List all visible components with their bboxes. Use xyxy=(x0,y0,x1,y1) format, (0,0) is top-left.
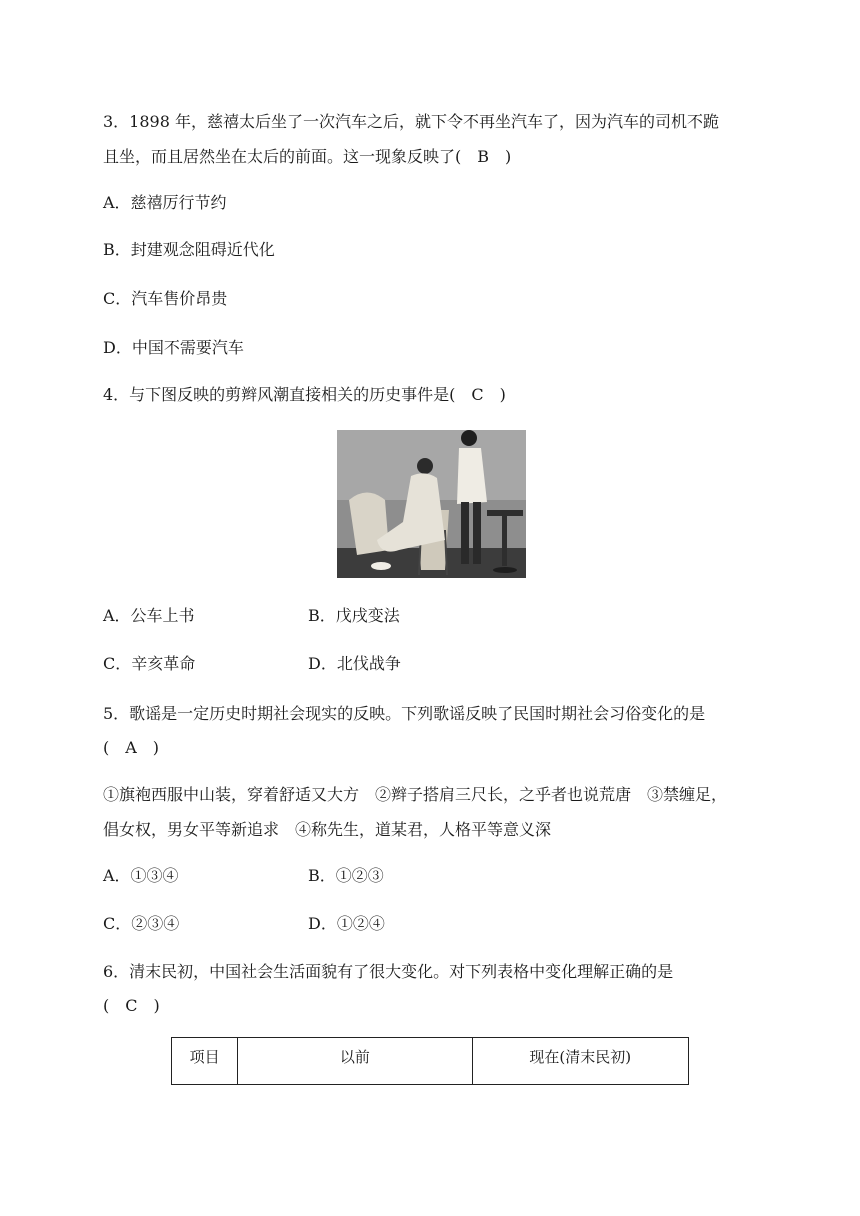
q3-option-c[interactable]: C．汽车售价昂贵 xyxy=(103,289,228,308)
q5-verse-line1: ①旗袍西服中山装，穿着舒适又大方 ②辫子搭肩三尺长，之乎者也说荒唐 ③禁缠足， xyxy=(103,785,728,804)
q6-stem-line1: 6．清末民初，中国社会生活面貌有了很大变化。对下列表格中变化理解正确的是 xyxy=(103,962,674,981)
q5-verse-line2: 倡女权，男女平等新追求 ④称先生，道某君，人格平等意义深 xyxy=(103,820,552,839)
q3-option-b[interactable]: B．封建观念阻碍近代化 xyxy=(103,240,275,259)
q4-stem: 4．与下图反映的剪辫风潮直接相关的历史事件是( C ) xyxy=(103,385,506,404)
header-now: 现在(清末民初) xyxy=(472,1038,688,1085)
q6-stem-line2: ( C ) xyxy=(103,996,160,1015)
q5-stem-line2: ( A ) xyxy=(103,738,160,757)
q3-stem-line2: 且坐，而且居然坐在太后的前面。这一现象反映了( B ) xyxy=(103,147,512,166)
q5-option-a[interactable]: A．①③④ xyxy=(103,866,179,885)
q4-option-a[interactable]: A．公车上书 xyxy=(103,606,195,625)
q3-option-d[interactable]: D．中国不需要汽车 xyxy=(103,338,244,357)
q3-option-a[interactable]: A．慈禧厉行节约 xyxy=(103,193,227,212)
q4-option-b[interactable]: B．戊戌变法 xyxy=(308,606,400,625)
historical-photo xyxy=(337,430,526,578)
q4-option-d[interactable]: D．北伐战争 xyxy=(308,654,401,673)
q5-option-c[interactable]: C．②③④ xyxy=(103,914,180,933)
q5-option-b[interactable]: B．①②③ xyxy=(308,866,384,885)
q5-option-d[interactable]: D．①②④ xyxy=(308,914,385,933)
header-before: 以前 xyxy=(238,1038,472,1085)
q4-option-c[interactable]: C．辛亥革命 xyxy=(103,654,196,673)
comparison-table xyxy=(171,1037,689,1085)
q5-stem-line1: 5．歌谣是一定历史时期社会现实的反映。下列歌谣反映了民国时期社会习俗变化的是 xyxy=(103,704,706,723)
table-header-row xyxy=(172,1038,689,1085)
header-item: 项目 xyxy=(172,1038,238,1085)
photo-illustration xyxy=(337,430,526,578)
q3-stem-line1: 3．1898 年，慈禧太后坐了一次汽车之后，就下令不再坐汽车了，因为汽车的司机不跪 xyxy=(103,112,719,131)
